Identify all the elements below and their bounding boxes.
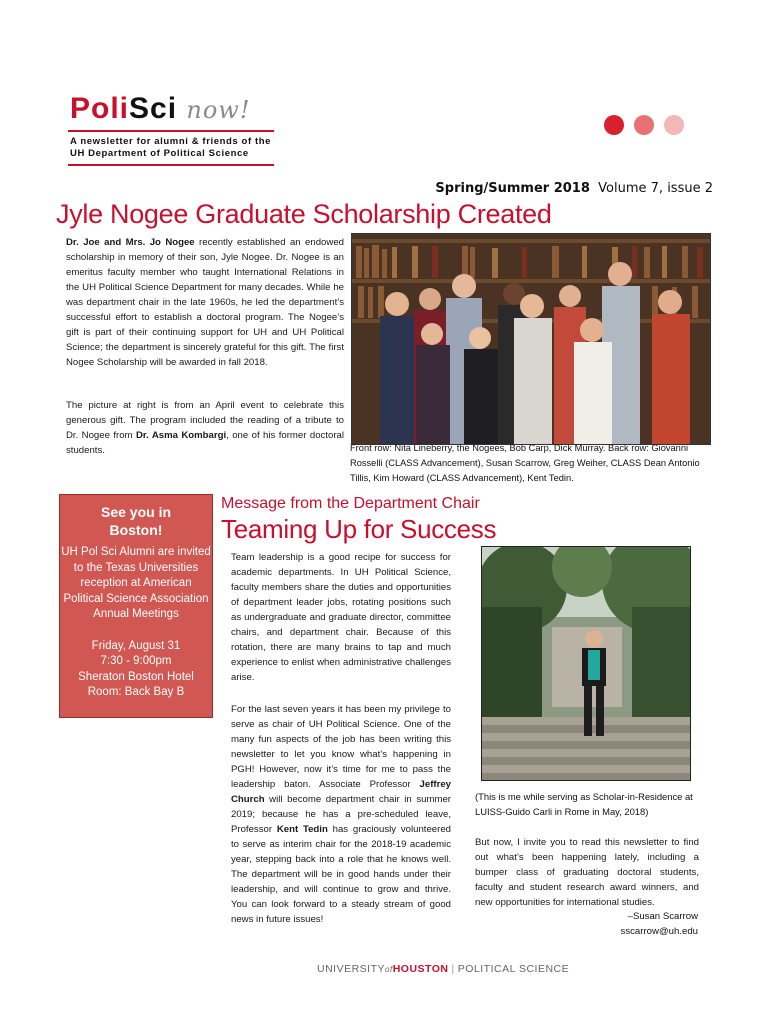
article1-paragraph-1 xyxy=(66,235,344,370)
callout-description: UH Pol Sci Alumni are invited to the Texas Universities reception at American Political Science Association Annual Meetings xyxy=(61,546,211,620)
chair-photo-image xyxy=(482,547,690,780)
tagline-divider xyxy=(68,164,274,166)
event-date: Friday, August 31 xyxy=(91,639,181,652)
tagline-line-1: A newsletter for alumni & friends of the xyxy=(70,136,272,147)
article2-p2-text-b: will become department chair in summer 2019; because he has a pre-scheduled leave, Professor xyxy=(231,794,451,835)
article2-paragraph-3: But now, I invite you to read this newsletter to find out what’s been happening lately, including a bumper class of graduating doctoral students, faculty and student research award winners, and new opportunities for international studies. xyxy=(475,837,699,908)
event-time: 7:30 - 9:00pm xyxy=(100,655,172,667)
footer-houston: HOUSTON xyxy=(392,963,449,975)
article1-paragraph-2 xyxy=(66,398,344,458)
article1-p2-end: , one of his former doctoral students. xyxy=(66,430,344,456)
logo-poli: Poli xyxy=(70,92,130,125)
tagline-line-2: UH Department of Political Science xyxy=(70,148,249,159)
masthead-divider xyxy=(68,130,274,132)
interim-chair-name: Kent Tedin xyxy=(276,824,328,835)
decorative-dot-2 xyxy=(634,115,654,135)
masthead-tagline xyxy=(70,136,271,160)
article2-paragraph-2 xyxy=(231,702,451,927)
issue-info xyxy=(435,181,713,196)
logo-now: now! xyxy=(186,96,251,124)
article1-p1-text: recently established an endowed scholarship in memory of their son, Jyle Nogee. Dr. Nogee is an emeritus faculty member who taught International Relations in the UH Political Science Department for many decades. While he was department chair in the late 1960s, he led the department’s successful effort to establish a doctoral program. The Nogee’s gift is part of their continuing support for UH and UH Political Science; the department is sincerely grateful for this gift. The first Nogee Scholarship will be awarded in fall 2018. xyxy=(66,237,344,368)
callout-title-line-2: Boston! xyxy=(109,522,163,538)
event-venue: Sheraton Boston Hotel xyxy=(78,670,194,683)
issue-volume: Volume 7, issue 2 xyxy=(598,181,713,196)
article1-headline: Jyle Nogee Graduate Scholarship Created xyxy=(56,199,552,229)
decorative-dot-3 xyxy=(664,115,684,135)
donor-names: Dr. Joe and Mrs. Jo Nogee xyxy=(66,237,195,248)
boston-event-callout xyxy=(59,494,213,718)
chair-photo xyxy=(481,546,691,781)
footer-university: UNIVERSITY xyxy=(317,963,386,975)
signature-name: –Susan Scarrow xyxy=(627,911,698,922)
newsletter-logo xyxy=(70,92,250,126)
group-photo xyxy=(351,233,711,445)
callout-event-details xyxy=(60,639,212,701)
callout-title-line-1: See you in xyxy=(100,504,172,520)
footer-logo xyxy=(317,963,569,975)
callout-title xyxy=(60,503,212,539)
article2-p2-text-c: has graciously volunteered to serve as interim chair for the 2018-19 academic year, stepping back into a role that he knows well. The department will be in good hands under their leadership, and will continue to grow and thrive. You can look forward to a steady stream of good news in future issues! xyxy=(231,824,451,925)
event-room: Room: Back Bay B xyxy=(87,686,185,698)
article2-paragraph-1: Team leadership is a good recipe for success for academic departments. In UH Political Science, faculty members share the duties and opportunities of department leader jobs, rotating positions such as undergraduate and graduate director, committee chairs, and department chair. Because of this rotation, there are many brains to tap and much experience to enlist when administrative challenges arise. xyxy=(231,552,451,683)
chair-photo-caption: (This is me while serving as Scholar-in-Residence at LUISS-Guido Carli in Rome in May, 2018) xyxy=(475,791,693,817)
logo-sci: Sci xyxy=(129,92,178,125)
group-photo-image xyxy=(352,234,710,444)
issue-season: Spring/Summer 2018 xyxy=(435,181,590,196)
article1-p2-text: The picture at right is from an April event to celebrate this generous gift. The program included the reading of a tribute to Dr. Nogee from xyxy=(66,400,344,441)
decorative-dot-1 xyxy=(604,115,624,135)
group-photo-caption: Front row: Nita Lineberry, the Nogees, Bob Carp, Dick Murray. Back row: Giovanni Rosselli (CLASS Advancement), Susan Scarrow, Greg Weiher, CLASS Dean Antonio Tillis, Kim Howard (CLASS Advancement), Kent Tedin. xyxy=(350,443,700,483)
author-signature xyxy=(621,909,698,939)
article2-p2-text-a: For the last seven years it has been my privilege to serve as chair of UH Political Science. One of the many fun aspects of the job has been writing this newsletter to let you know what’s happening in PGH! However, now it’s time for me to pass the leadership baton. Associate Professor xyxy=(231,704,451,790)
footer-separator: | xyxy=(451,963,455,975)
tribute-author: Dr. Asma Kombargi xyxy=(135,430,227,441)
signature-email[interactable]: sscarrow@uh.edu xyxy=(620,926,698,937)
article2-headline: Teaming Up for Success xyxy=(221,514,497,544)
next-chair-name: Jeffrey Church xyxy=(231,779,451,805)
footer-of: of xyxy=(385,965,393,974)
article2-kicker: Message from the Department Chair xyxy=(221,495,480,512)
footer-department: POLITICAL SCIENCE xyxy=(457,963,570,975)
